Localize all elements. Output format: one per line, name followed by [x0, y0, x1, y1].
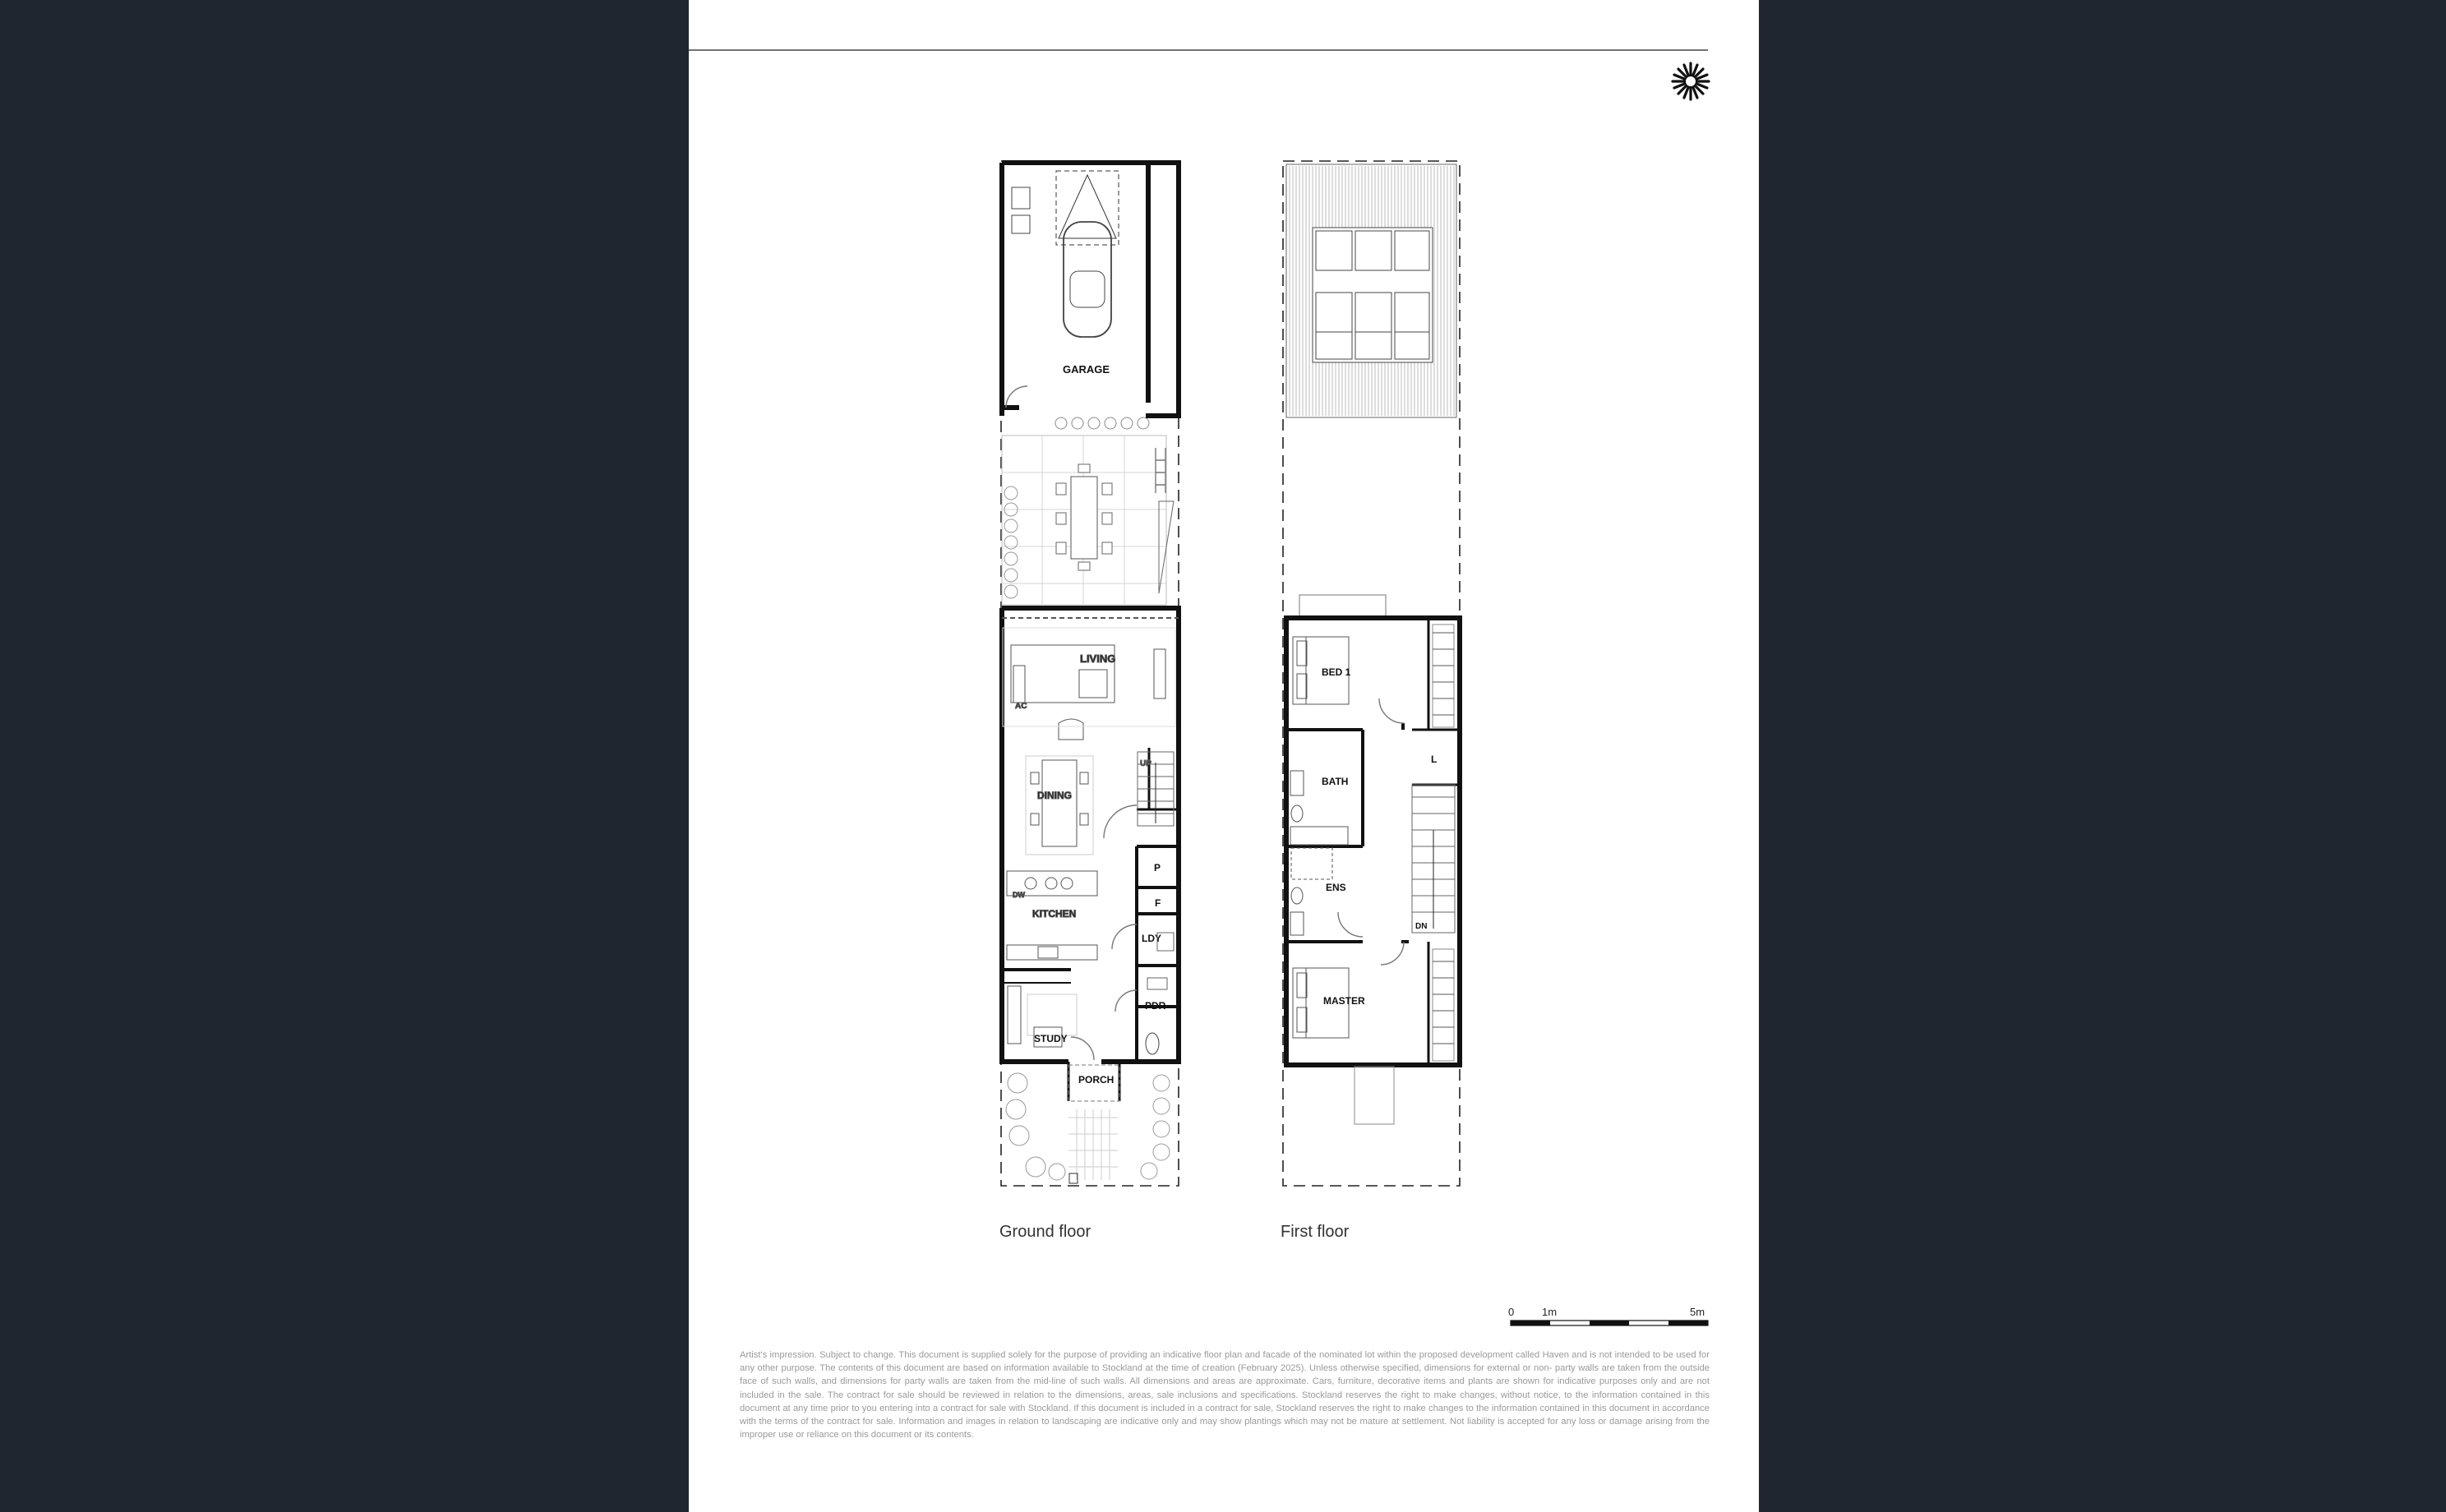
room-label-pdr: PDR: [1145, 1000, 1166, 1012]
room-label-study: STUDY: [1034, 1033, 1068, 1044]
living-furniture: [1003, 628, 1175, 740]
stair-down: [1412, 785, 1455, 933]
scale-label-5m: 5m: [1690, 1306, 1705, 1318]
study-furniture: [1008, 986, 1094, 1060]
room-label-garage: GARAGE: [1063, 363, 1110, 376]
brand-logo-icon: [1673, 63, 1709, 99]
front-awning: [1355, 1067, 1394, 1124]
dining-furniture: [1026, 756, 1093, 855]
room-label-ens: ENS: [1326, 882, 1346, 893]
bed-1: [1293, 625, 1454, 727]
balcony: [1299, 595, 1386, 618]
scale-bar: [1511, 1321, 1708, 1325]
room-label-kitchen: KITCHEN: [1032, 908, 1077, 920]
room-label-dining: DINING: [1037, 790, 1072, 801]
room-label-laundry: LDY: [1142, 933, 1161, 944]
kitchen-furniture: [1007, 871, 1097, 960]
ground-floor-caption: Ground floor: [999, 1223, 1091, 1241]
dw-label: DW: [1013, 891, 1025, 899]
room-label-fridge: F: [1155, 897, 1161, 909]
room-label-living: LIVING: [1080, 652, 1116, 665]
bath: [1290, 771, 1348, 845]
courtyard: [1002, 436, 1174, 605]
first-floor-plan: [1283, 161, 1460, 1186]
scale-label-zero: 0: [1508, 1306, 1515, 1318]
ac-label: AC: [1015, 702, 1027, 711]
garage: [1002, 163, 1179, 416]
scale-label-1m: 1m: [1542, 1306, 1558, 1318]
room-label-porch: PORCH: [1078, 1074, 1115, 1086]
ground-floor-plan: [1001, 161, 1179, 1186]
ensuite: [1290, 848, 1363, 937]
floor-plan-sheet: [689, 0, 1759, 1512]
stair-down-label: DN: [1415, 922, 1428, 931]
disclaimer-text: Artist's impression. Subject to change. This document is supplied solely for the purpose of providing an indicative floor plan and facade of the nominated lot within the proposed development called Haven and is not intended to be used for any other purpose. The contents of this document are based on information available to Stockland at the time of creation (February 2025). Unless otherwise specified, dimensions for external or non- party walls are taken from the outside face of such walls, and dimensions for party walls are taken from the mid-line of such walls. All dimensions and areas are approximate. Cars, furniture, decorative items and plants are shown for indicative purposes only and are not included in the sale. The contract for sale should be reviewed in relation to the dimensions, areas, sale inclusions and specifications. Stockland reserves the right to make changes, without notice, to the information contained in this document at any time prior to you entering into a contract for sale with Stockland. If this document is included in a contract for sale, Stockland reserves the right to make changes to the information contained in this document in accordance with the terms of the contract for sale. Information and images in relation to landscaping are indicative only and may show plantings which may not be mature at settlement. Not liability is accepted for any loss or damage arising from the improper use or reliance on this document or its contents.: [740, 1350, 1710, 1441]
planter-strip: [1055, 417, 1149, 429]
first-floor-caption: First floor: [1281, 1223, 1350, 1241]
roof: [1286, 164, 1456, 417]
services: [1112, 862, 1174, 1054]
room-label-pantry: P: [1154, 862, 1161, 874]
room-label-linen: L: [1431, 754, 1438, 765]
room-label-bed-1: BED 1: [1322, 666, 1351, 678]
room-label-bath: BATH: [1322, 776, 1349, 787]
stair-up: [1104, 752, 1174, 838]
floor-plan-drawing: [689, 0, 1759, 1512]
master: [1293, 942, 1454, 1061]
stair-up-label: UP: [1140, 759, 1151, 768]
porch: [1006, 1065, 1170, 1183]
room-label-master: MASTER: [1323, 995, 1365, 1007]
